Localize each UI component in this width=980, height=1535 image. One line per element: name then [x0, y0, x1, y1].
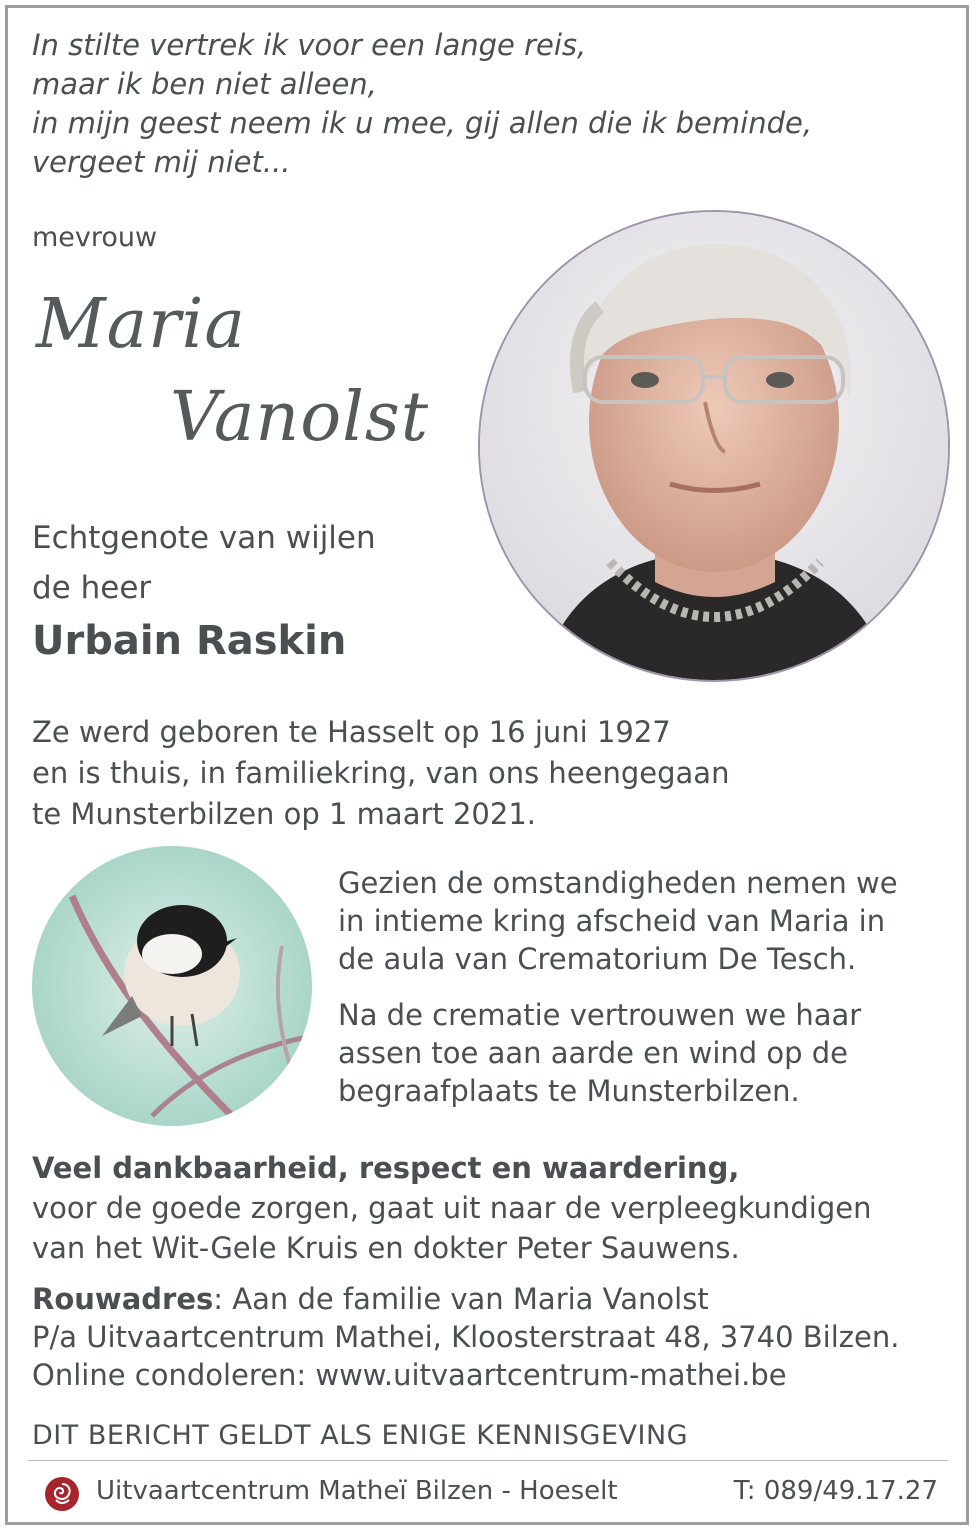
ceremony-line: in intieme kring afscheid van Maria in — [338, 904, 886, 938]
notice-text: DIT BERICHT GELDT ALS ENIGE KENNISGEVING — [32, 1420, 689, 1451]
address-line-2: P/a Uitvaartcentrum Mathei, Kloosterstraat 48, 3740 Bilzen. — [32, 1320, 900, 1354]
deceased-title: mevrouw — [32, 222, 158, 253]
deceased-first-name: Maria — [36, 285, 246, 364]
address-line-1 — [32, 1280, 899, 1318]
birth-line: Ze werd geboren te Hasselt op 16 juni 1927 — [32, 715, 671, 749]
thanks-line: voor de goede zorgen, gaat uit naar de verpleegkundigen — [32, 1191, 872, 1225]
burial-line: begraafplaats te Munsterbilzen. — [338, 1074, 800, 1108]
thanks-heading: Veel dankbaarheid, respect en waardering, — [32, 1151, 740, 1185]
burial-line: Na de crematie vertrouwen we haar — [338, 998, 862, 1032]
rose-logo-icon — [44, 1476, 80, 1512]
thanks-text — [32, 1148, 872, 1268]
bird-image — [32, 846, 312, 1126]
ceremony-text — [338, 864, 898, 978]
condolence-link[interactable]: Online condoleren: www.uitvaartcentrum-mathei.be — [32, 1358, 787, 1392]
spouse-name: Urbain Raskin — [32, 618, 347, 664]
spouse-prefix: de heer — [32, 570, 152, 606]
footer — [28, 1470, 948, 1514]
poem-line: in mijn geest neem ik u mee, gij allen die ik beminde, — [32, 106, 813, 140]
poem-line: In stilte vertrek ik voor een lange reis, — [32, 28, 587, 62]
address-label: Rouwadres — [32, 1282, 214, 1316]
poem-line: vergeet mij niet... — [32, 145, 291, 179]
footer-divider — [28, 1460, 948, 1461]
address-recipient: : Aan de familie van Maria Vanolst — [213, 1282, 709, 1316]
ceremony-line: de aula van Crematorium De Tesch. — [338, 942, 857, 976]
bird-illustration — [32, 846, 312, 1126]
thanks-line: van het Wit-Gele Kruis en dokter Peter Sauwens. — [32, 1231, 740, 1265]
burial-text — [338, 996, 861, 1110]
poem — [32, 26, 812, 182]
birth-line: en is thuis, in familiekring, van ons heengegaan — [32, 756, 730, 790]
birth-death-info — [32, 712, 729, 835]
deceased-last-name: Vanolst — [170, 378, 430, 457]
spouse-relation: Echtgenote van wijlen — [32, 520, 376, 556]
funeral-home-phone[interactable]: T: 089/49.17.27 — [733, 1476, 938, 1506]
mourning-address — [32, 1280, 899, 1394]
portrait-image — [480, 212, 948, 680]
funeral-home-name: Uitvaartcentrum Matheï Bilzen - Hoeselt — [96, 1476, 618, 1506]
birth-line: te Munsterbilzen op 1 maart 2021. — [32, 797, 537, 831]
poem-line: maar ik ben niet alleen, — [32, 67, 377, 101]
ceremony-line: Gezien de omstandigheden nemen we — [338, 866, 898, 900]
burial-line: assen toe aan aarde en wind op de — [338, 1036, 849, 1070]
portrait-photo — [478, 210, 950, 682]
